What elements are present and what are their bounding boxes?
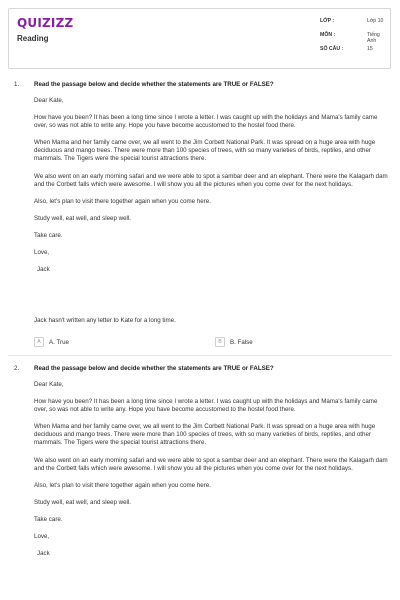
meta-key: MÔN :: [320, 32, 336, 38]
passage-paragraph: When Mama and her family came over, we all went to the Jim Corbett National Park. It was spread on a huge area with huge deciduous and mango trees. There were more than 100 species of trees, with so many varieties of birds, reptiles, and other mammals. The Tigers were the special tourist attractions there.: [34, 139, 376, 163]
meta-value: Tiếng Anh: [367, 32, 380, 44]
reading-passage: [34, 381, 390, 567]
meta-row-question-count: [320, 46, 390, 60]
passage-paragraph: Love,: [34, 533, 50, 541]
passage-paragraph: Take care.: [34, 231, 63, 239]
worksheet-meta: [320, 18, 390, 60]
passage-paragraph: Dear Kate,: [34, 381, 64, 388]
option-label: A. True: [49, 338, 69, 346]
option-b[interactable]: [215, 336, 253, 348]
question-statement: Jack hasn't written any letter to Kate for a long time.: [34, 317, 176, 324]
meta-key: LỚP :: [320, 18, 335, 24]
option-letter-box: B: [215, 337, 225, 347]
meta-row-grade: [320, 18, 390, 32]
passage-paragraph: Jack: [37, 550, 50, 558]
passage-paragraph: Take care.: [34, 515, 63, 523]
question-title: Read the passage below and decide whether the statements are TRUE or FALSE?: [34, 365, 274, 372]
meta-value: 15: [367, 46, 373, 52]
option-a[interactable]: [34, 336, 69, 348]
passage-paragraph: Study well, eat well, and sleep well.: [34, 214, 131, 222]
question-title: Read the passage below and decide whether the statements are TRUE or FALSE?: [34, 81, 274, 88]
passage-paragraph: Also, let's plan to visit there together again when you come here.: [34, 481, 211, 489]
worksheet-subject: Reading: [17, 34, 49, 43]
quizizz-logo: QUIZIZZ: [17, 16, 74, 30]
worksheet-header: [8, 8, 391, 69]
passage-paragraph: Study well, eat well, and sleep well.: [34, 498, 131, 506]
passage-paragraph: How have you been? It has been a long time since I wrote a letter. I was caught up with the holidays and Mama's family came over, so was not able to write any. Hope you have become accustomed to the hostel food there.: [34, 398, 378, 414]
passage-paragraph: Dear Kate,: [34, 97, 64, 104]
passage-paragraph: Love,: [34, 249, 50, 257]
option-label: B. False: [230, 338, 253, 346]
question-number: 1.: [14, 81, 20, 88]
meta-key: SỐ CÂU :: [320, 46, 344, 52]
passage-paragraph: Also, let's plan to visit there together again when you come here.: [34, 197, 211, 205]
passage-paragraph: How have you been? It has been a long time since I wrote a letter. I was caught up with the holidays and Mama's family came over, so was not able to write any. Hope you have become accustomed to the hostel food there.: [34, 114, 378, 130]
question-number: 2.: [14, 365, 20, 372]
option-letter-box: A: [34, 337, 44, 347]
meta-row-subject: [320, 32, 390, 46]
question-divider: [8, 355, 392, 356]
passage-paragraph: When Mama and her family came over, we all went to the Jim Corbett National Park. It was spread on a huge area with huge deciduous and mango trees. There were more than 100 species of trees, with so many varieties of birds, reptiles, and other mammals. The Tigers were the special tourist attractions there.: [34, 423, 376, 447]
meta-value: Lớp 10: [367, 18, 384, 24]
passage-paragraph: We also went on an early morning safari and we were able to spot a sambar deer and an elephant. There were the Kalagarh dam and the Corbett falls which were awesome. I will show you all the pictures when you come over for the next holidays.: [34, 456, 388, 472]
passage-paragraph: We also went on an early morning safari and we were able to spot a sambar deer and an elephant. There were the Kalagarh dam and the Corbett falls which were awesome. I will show you all the pictures when you come over for the next holidays.: [34, 172, 388, 188]
passage-paragraph: Jack: [37, 266, 50, 274]
reading-passage: [34, 97, 390, 283]
